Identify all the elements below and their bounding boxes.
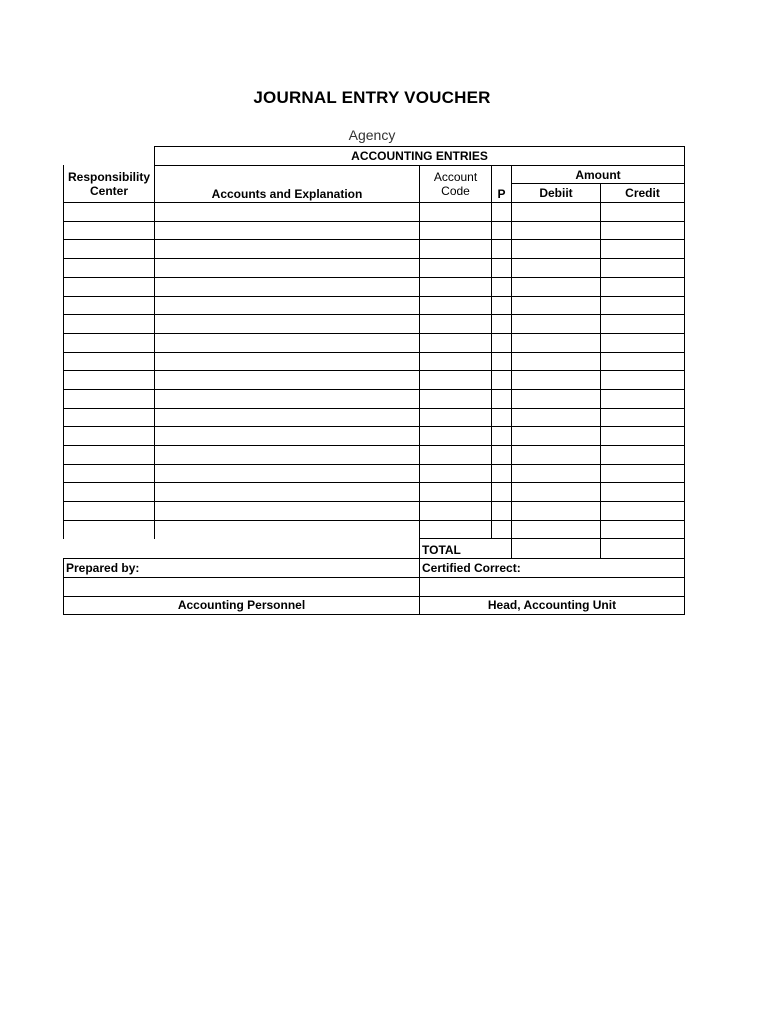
debit-cell[interactable] bbox=[512, 483, 601, 502]
responsibility-center-cell[interactable] bbox=[64, 446, 155, 465]
p-cell[interactable] bbox=[492, 446, 512, 465]
debit-cell[interactable] bbox=[512, 408, 601, 427]
p-cell[interactable] bbox=[492, 333, 512, 352]
entry-row bbox=[64, 221, 685, 240]
debit-cell[interactable] bbox=[512, 446, 601, 465]
p-cell[interactable] bbox=[492, 203, 512, 222]
total-spacer-mid bbox=[155, 539, 420, 559]
head-accounting-unit-label: Head, Accounting Unit bbox=[420, 596, 685, 615]
debit-cell[interactable] bbox=[512, 333, 601, 352]
p-header: P bbox=[492, 165, 512, 202]
p-cell[interactable] bbox=[492, 408, 512, 427]
responsibility-center-cell[interactable] bbox=[64, 221, 155, 240]
p-cell[interactable] bbox=[492, 277, 512, 296]
responsibility-center-header: Responsibility Center bbox=[64, 165, 155, 202]
credit-cell[interactable] bbox=[601, 464, 685, 483]
responsibility-center-cell[interactable] bbox=[64, 203, 155, 222]
accounting-entries-header: ACCOUNTING ENTRIES bbox=[155, 147, 685, 166]
debit-cell[interactable] bbox=[512, 427, 601, 446]
p-cell[interactable] bbox=[492, 221, 512, 240]
account-code-cell[interactable] bbox=[420, 520, 492, 539]
entry-row bbox=[64, 520, 685, 539]
credit-header: Credit bbox=[601, 184, 685, 203]
responsibility-center-cell[interactable] bbox=[64, 333, 155, 352]
account-code-cell[interactable] bbox=[420, 259, 492, 278]
responsibility-center-cell[interactable] bbox=[64, 315, 155, 334]
accounts-explanation-cell[interactable] bbox=[155, 240, 420, 259]
debit-cell[interactable] bbox=[512, 296, 601, 315]
certified-correct-label: Certified Correct: bbox=[420, 559, 685, 578]
debit-cell[interactable] bbox=[512, 240, 601, 259]
p-cell[interactable] bbox=[492, 464, 512, 483]
entry-row bbox=[64, 259, 685, 278]
accounts-explanation-cell[interactable] bbox=[155, 502, 420, 521]
total-credit-cell[interactable] bbox=[601, 539, 685, 559]
entry-row bbox=[64, 277, 685, 296]
accounts-explanation-cell[interactable] bbox=[155, 389, 420, 408]
accounts-explanation-cell[interactable] bbox=[155, 333, 420, 352]
debit-cell[interactable] bbox=[512, 389, 601, 408]
account-code-cell[interactable] bbox=[420, 296, 492, 315]
account-code-cell[interactable] bbox=[420, 502, 492, 521]
p-cell[interactable] bbox=[492, 502, 512, 521]
account-code-cell[interactable] bbox=[420, 464, 492, 483]
p-cell[interactable] bbox=[492, 371, 512, 390]
accounts-explanation-cell[interactable] bbox=[155, 277, 420, 296]
responsibility-center-cell[interactable] bbox=[64, 389, 155, 408]
p-cell[interactable] bbox=[492, 240, 512, 259]
account-code-cell[interactable] bbox=[420, 277, 492, 296]
debit-cell[interactable] bbox=[512, 371, 601, 390]
debit-cell[interactable] bbox=[512, 259, 601, 278]
credit-cell[interactable] bbox=[601, 315, 685, 334]
debit-cell[interactable] bbox=[512, 277, 601, 296]
account-code-cell[interactable] bbox=[420, 446, 492, 465]
entry-row bbox=[64, 240, 685, 259]
prepared-by-signature-field[interactable] bbox=[64, 577, 420, 596]
responsibility-center-cell[interactable] bbox=[64, 483, 155, 502]
entry-row bbox=[64, 333, 685, 352]
credit-cell[interactable] bbox=[601, 520, 685, 539]
accounts-explanation-cell[interactable] bbox=[155, 296, 420, 315]
debit-cell[interactable] bbox=[512, 464, 601, 483]
credit-cell[interactable] bbox=[601, 408, 685, 427]
responsibility-center-cell[interactable] bbox=[64, 371, 155, 390]
responsibility-center-cell[interactable] bbox=[64, 259, 155, 278]
credit-cell[interactable] bbox=[601, 352, 685, 371]
responsibility-center-cell[interactable] bbox=[64, 520, 155, 539]
total-spacer-left bbox=[64, 539, 155, 559]
amount-header: Amount bbox=[512, 165, 685, 184]
p-cell[interactable] bbox=[492, 296, 512, 315]
account-code-cell[interactable] bbox=[420, 203, 492, 222]
account-code-cell[interactable] bbox=[420, 389, 492, 408]
document-title: JOURNAL ENTRY VOUCHER bbox=[253, 88, 491, 107]
accounting-personnel-label: Accounting Personnel bbox=[64, 596, 420, 615]
credit-cell[interactable] bbox=[601, 371, 685, 390]
credit-cell[interactable] bbox=[601, 277, 685, 296]
credit-cell[interactable] bbox=[601, 446, 685, 465]
account-code-cell[interactable] bbox=[420, 427, 492, 446]
accounts-explanation-cell[interactable] bbox=[155, 464, 420, 483]
entry-row bbox=[64, 296, 685, 315]
entry-row bbox=[64, 464, 685, 483]
prepared-by-label: Prepared by: bbox=[64, 559, 420, 578]
accounts-explanation-cell[interactable] bbox=[155, 483, 420, 502]
signature-line-row bbox=[64, 577, 685, 596]
certified-correct-signature-field[interactable] bbox=[420, 577, 685, 596]
credit-cell[interactable] bbox=[601, 502, 685, 521]
credit-cell[interactable] bbox=[601, 221, 685, 240]
header-row-2 bbox=[64, 165, 685, 184]
debit-header: Debiit bbox=[512, 184, 601, 203]
responsibility-center-cell[interactable] bbox=[64, 296, 155, 315]
responsibility-center-cell[interactable] bbox=[64, 502, 155, 521]
total-debit-cell[interactable] bbox=[512, 539, 601, 559]
account-code-cell[interactable] bbox=[420, 408, 492, 427]
entry-row bbox=[64, 203, 685, 222]
entry-row bbox=[64, 483, 685, 502]
debit-cell[interactable] bbox=[512, 203, 601, 222]
agency-label: Agency bbox=[348, 127, 396, 143]
p-cell[interactable] bbox=[492, 389, 512, 408]
entry-row bbox=[64, 446, 685, 465]
accounts-explanation-cell[interactable] bbox=[155, 203, 420, 222]
accounts-explanation-cell[interactable] bbox=[155, 315, 420, 334]
accounts-explanation-cell[interactable] bbox=[155, 259, 420, 278]
debit-cell[interactable] bbox=[512, 502, 601, 521]
p-cell[interactable] bbox=[492, 259, 512, 278]
entry-row bbox=[64, 315, 685, 334]
responsibility-center-cell[interactable] bbox=[64, 277, 155, 296]
credit-cell[interactable] bbox=[601, 259, 685, 278]
account-code-cell[interactable] bbox=[420, 371, 492, 390]
accounts-explanation-header: Accounts and Explanation bbox=[155, 165, 420, 202]
signature-label-row bbox=[64, 559, 685, 578]
entry-row bbox=[64, 502, 685, 521]
signature-role-row bbox=[64, 596, 685, 615]
account-code-header: Account Code bbox=[420, 165, 492, 202]
entry-row bbox=[64, 371, 685, 390]
account-code-cell[interactable] bbox=[420, 483, 492, 502]
entry-row bbox=[64, 408, 685, 427]
accounts-explanation-cell[interactable] bbox=[155, 408, 420, 427]
accounts-explanation-cell[interactable] bbox=[155, 520, 420, 539]
p-cell[interactable] bbox=[492, 427, 512, 446]
credit-cell[interactable] bbox=[601, 483, 685, 502]
debit-cell[interactable] bbox=[512, 520, 601, 539]
entry-row bbox=[64, 389, 685, 408]
header-row-1 bbox=[64, 147, 685, 166]
total-row bbox=[64, 539, 685, 559]
p-cell[interactable] bbox=[492, 483, 512, 502]
credit-cell[interactable] bbox=[601, 203, 685, 222]
accounts-explanation-cell[interactable] bbox=[155, 427, 420, 446]
p-cell[interactable] bbox=[492, 520, 512, 539]
account-code-cell[interactable] bbox=[420, 352, 492, 371]
p-cell[interactable] bbox=[492, 352, 512, 371]
debit-cell[interactable] bbox=[512, 352, 601, 371]
credit-cell[interactable] bbox=[601, 296, 685, 315]
debit-cell[interactable] bbox=[512, 315, 601, 334]
accounts-explanation-cell[interactable] bbox=[155, 446, 420, 465]
total-label: TOTAL bbox=[420, 539, 512, 559]
credit-cell[interactable] bbox=[601, 389, 685, 408]
accounts-explanation-cell[interactable] bbox=[155, 221, 420, 240]
account-code-cell[interactable] bbox=[420, 315, 492, 334]
entry-row bbox=[64, 352, 685, 371]
responsibility-center-cell[interactable] bbox=[64, 427, 155, 446]
p-cell[interactable] bbox=[492, 315, 512, 334]
responsibility-center-cell[interactable] bbox=[64, 464, 155, 483]
accounts-explanation-cell[interactable] bbox=[155, 371, 420, 390]
journal-entry-table bbox=[63, 146, 685, 615]
accounts-explanation-cell[interactable] bbox=[155, 352, 420, 371]
debit-cell[interactable] bbox=[512, 221, 601, 240]
responsibility-center-header-top bbox=[64, 147, 155, 166]
credit-cell[interactable] bbox=[601, 333, 685, 352]
responsibility-center-cell[interactable] bbox=[64, 352, 155, 371]
responsibility-center-cell[interactable] bbox=[64, 408, 155, 427]
responsibility-center-cell[interactable] bbox=[64, 240, 155, 259]
entry-row bbox=[64, 427, 685, 446]
credit-cell[interactable] bbox=[601, 427, 685, 446]
credit-cell[interactable] bbox=[601, 240, 685, 259]
account-code-cell[interactable] bbox=[420, 240, 492, 259]
account-code-cell[interactable] bbox=[420, 221, 492, 240]
account-code-cell[interactable] bbox=[420, 333, 492, 352]
